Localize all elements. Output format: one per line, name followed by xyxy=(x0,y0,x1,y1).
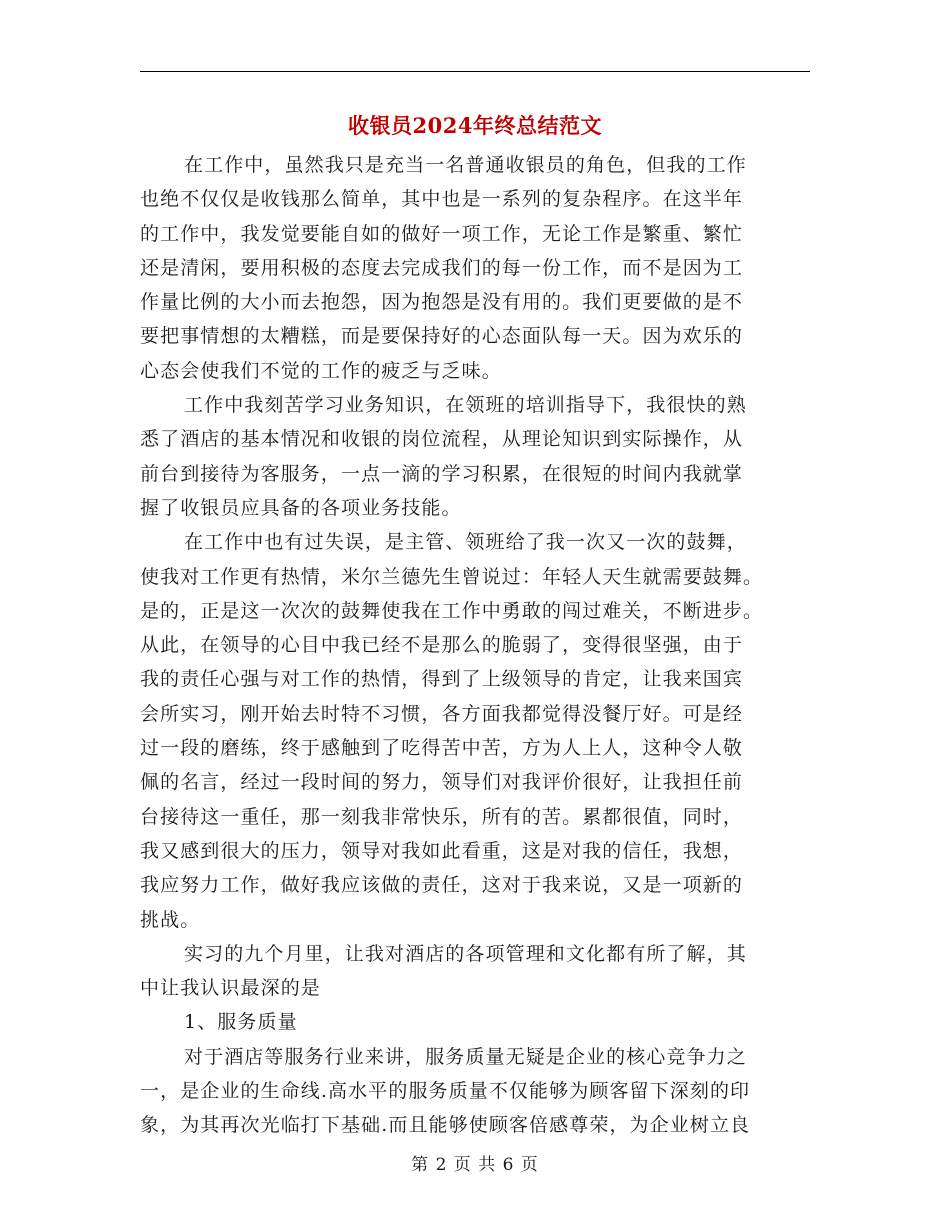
text-line: 要把事情想的太糟糕，而是要保持好的心态面队每一天。因为欢乐的 xyxy=(140,325,744,348)
text-line: 中让我认识最深的是 xyxy=(140,977,321,1000)
paragraph-2 xyxy=(140,388,810,525)
section-heading-service-quality xyxy=(140,1005,810,1039)
text-line: 前台到接待为客服务，一点一滴的学习积累，在很短的时间内我就掌 xyxy=(140,462,744,485)
text-line: 还是清闲，要用积极的态度去完成我们的每一份工作，而不是因为工 xyxy=(140,256,744,279)
text-line: 佩的名言，经过一段时间的努力，领导们对我评价很好，让我担任前 xyxy=(140,771,744,794)
text-line: 过一段的磨练，终于感触到了吃得苦中苦，方为人上人，这种令人敬 xyxy=(140,737,744,760)
text-line: 挑战。 xyxy=(140,908,201,931)
text-line: 实习的九个月里，让我对酒店的各项管理和文化都有所了解，其 xyxy=(184,942,747,965)
paragraph-4 xyxy=(140,937,810,1006)
text-line: 工作中我刻苦学习业务知识，在领班的培训指导下，我很快的熟 xyxy=(184,394,747,417)
text-line: 从此，在领导的心目中我已经不是那么的脆弱了，变得很坚强，由于 xyxy=(140,634,744,657)
text-line: 的工作中，我发觉要能自如的做好一项工作，无论工作是繁重、繁忙 xyxy=(140,222,744,245)
paragraph-3 xyxy=(140,525,810,937)
document-title: 收银员2024年终总结范文 xyxy=(348,113,602,138)
text-line: 对于酒店等服务行业来讲，服务质量无疑是企业的核心竞争力之 xyxy=(184,1045,747,1068)
text-line: 作量比例的大小而去抱怨，因为抱怨是没有用的。我们更要做的是不 xyxy=(140,291,744,314)
text-line: 象，为其再次光临打下基础.而且能够使顾客倍感尊荣，为企业树立良 xyxy=(140,1114,751,1137)
text-line: 是的，正是这一次次的鼓舞使我在工作中勇敢的闯过难关，不断进步。 xyxy=(140,599,764,622)
text-line: 在工作中，虽然我只是充当一名普通收银员的角色，但我的工作 xyxy=(184,154,747,176)
text-line: 1、服务质量 xyxy=(184,1011,298,1034)
text-line: 也绝不仅仅是收钱那么简单，其中也是一系列的复杂程序。在这半年 xyxy=(140,188,744,211)
page-number-footer: 第 2 页 共 6 页 xyxy=(411,1155,539,1175)
text-line: 使我对工作更有热情，米尔兰德先生曾说过：年轻人天生就需要鼓舞。 xyxy=(140,565,764,588)
text-line: 我应努力工作，做好我应该做的责任，这对于我来说，又是一项新的 xyxy=(140,874,744,897)
paragraph-1 xyxy=(140,148,810,388)
text-line: 握了收银员应具备的各项业务技能。 xyxy=(140,496,462,519)
text-line: 在工作中也有过失误，是主管、领班给了我一次又一次的鼓舞， xyxy=(184,531,747,554)
text-line: 心态会使我们不觉的工作的疲乏与乏味。 xyxy=(140,359,502,382)
text-line: 我的责任心强与对工作的热情，得到了上级领导的肯定，让我来国宾 xyxy=(140,668,744,691)
text-line: 会所实习，刚开始去时特不习惯，各方面我都觉得没餐厅好。可是经 xyxy=(140,702,744,725)
text-line: 台接待这一重任，那一刻我非常快乐，所有的苦。累都很值，同时， xyxy=(140,805,744,828)
header-rule xyxy=(140,71,810,72)
text-line: 一，是企业的生命线.高水平的服务质量不仅能够为顾客留下深刻的印 xyxy=(140,1080,751,1103)
text-line: 我又感到很大的压力，领导对我如此看重，这是对我的信任，我想， xyxy=(140,839,744,862)
document-body xyxy=(140,148,810,1143)
paragraph-5 xyxy=(140,1040,810,1143)
text-line: 悉了酒店的基本情况和收银的岗位流程，从理论知识到实际操作，从 xyxy=(140,428,744,451)
